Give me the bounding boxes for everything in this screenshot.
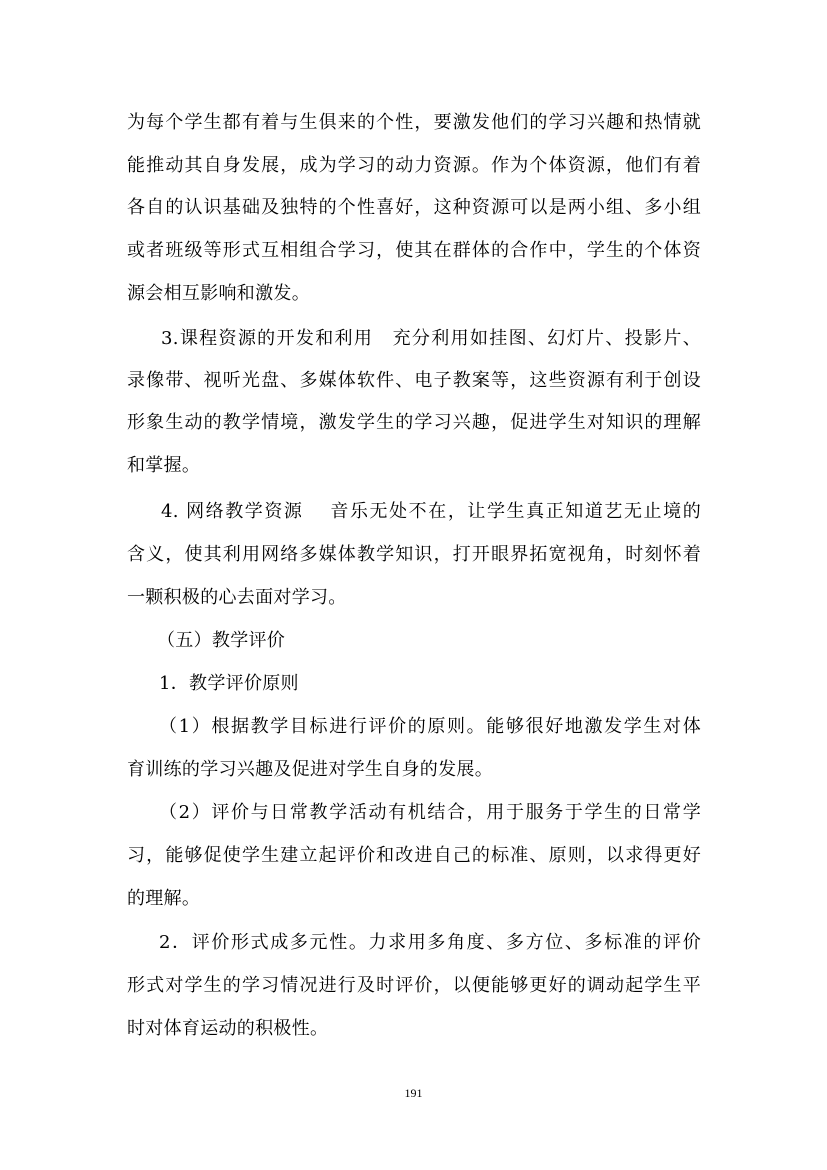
- text-line: 时对体育运动的积极性。: [127, 1018, 329, 1039]
- text-line: （2）评价与日常教学活动有机结合，用于服务于学生的日常学: [159, 802, 701, 823]
- text-line: 2．评价形式成多元性。力求用多角度、多方位、多标准的评价: [159, 932, 701, 953]
- subsection-heading: 1．教学评价原则: [159, 673, 299, 694]
- text-line: 形式对学生的学习情况进行及时评价，以便能够更好的调动起学生平: [127, 975, 701, 996]
- text-line: （1）根据教学目标进行评价的原则。能够很好地激发学生对体: [159, 716, 701, 737]
- text-line: 能推动其自身发展，成为学习的动力资源。作为个体资源，他们有着: [127, 155, 701, 176]
- page-number: 191: [404, 1086, 423, 1100]
- text-line: 一颗积极的心去面对学习。: [127, 587, 347, 608]
- text-line: 的理解。: [127, 888, 201, 909]
- text-line: 形象生动的教学情境，激发学生的学习兴趣，促进学生对知识的理解: [127, 412, 701, 433]
- text-line: 各自的认识基础及独特的个性喜好，这种资源可以是两小组、多小组: [127, 197, 701, 218]
- text-line: 含义，使其利用网络多媒体教学知识，打开眼界拓宽视角，时刻怀着: [127, 544, 701, 565]
- text-line: 或者班级等形式互相组合学习，使其在群体的合作中，学生的个体资: [127, 240, 701, 261]
- text-line: 为每个学生都有着与生俱来的个性，要激发他们的学习兴趣和热情就: [127, 112, 701, 133]
- text-line: 录像带、视听光盘、多媒体软件、电子教案等，这些资源有利于创设: [127, 370, 701, 391]
- text-line: 和掌握。: [127, 455, 201, 476]
- section-heading: （五）教学评价: [157, 630, 286, 651]
- text-line: 4. 网络教学资源 音乐无处不在，让学生真正知道艺无止境的: [161, 501, 701, 522]
- text-line: 源会相互影响和激发。: [127, 283, 310, 304]
- text-line: 3.课程资源的开发和利用 充分利用如挂图、幻灯片、投影片、: [161, 328, 701, 349]
- text-line: 习，能够促使学生建立起评价和改进自己的标准、原则，以求得更好: [127, 845, 701, 866]
- text-line: 育训练的学习兴趣及促进对学生自身的发展。: [127, 759, 493, 780]
